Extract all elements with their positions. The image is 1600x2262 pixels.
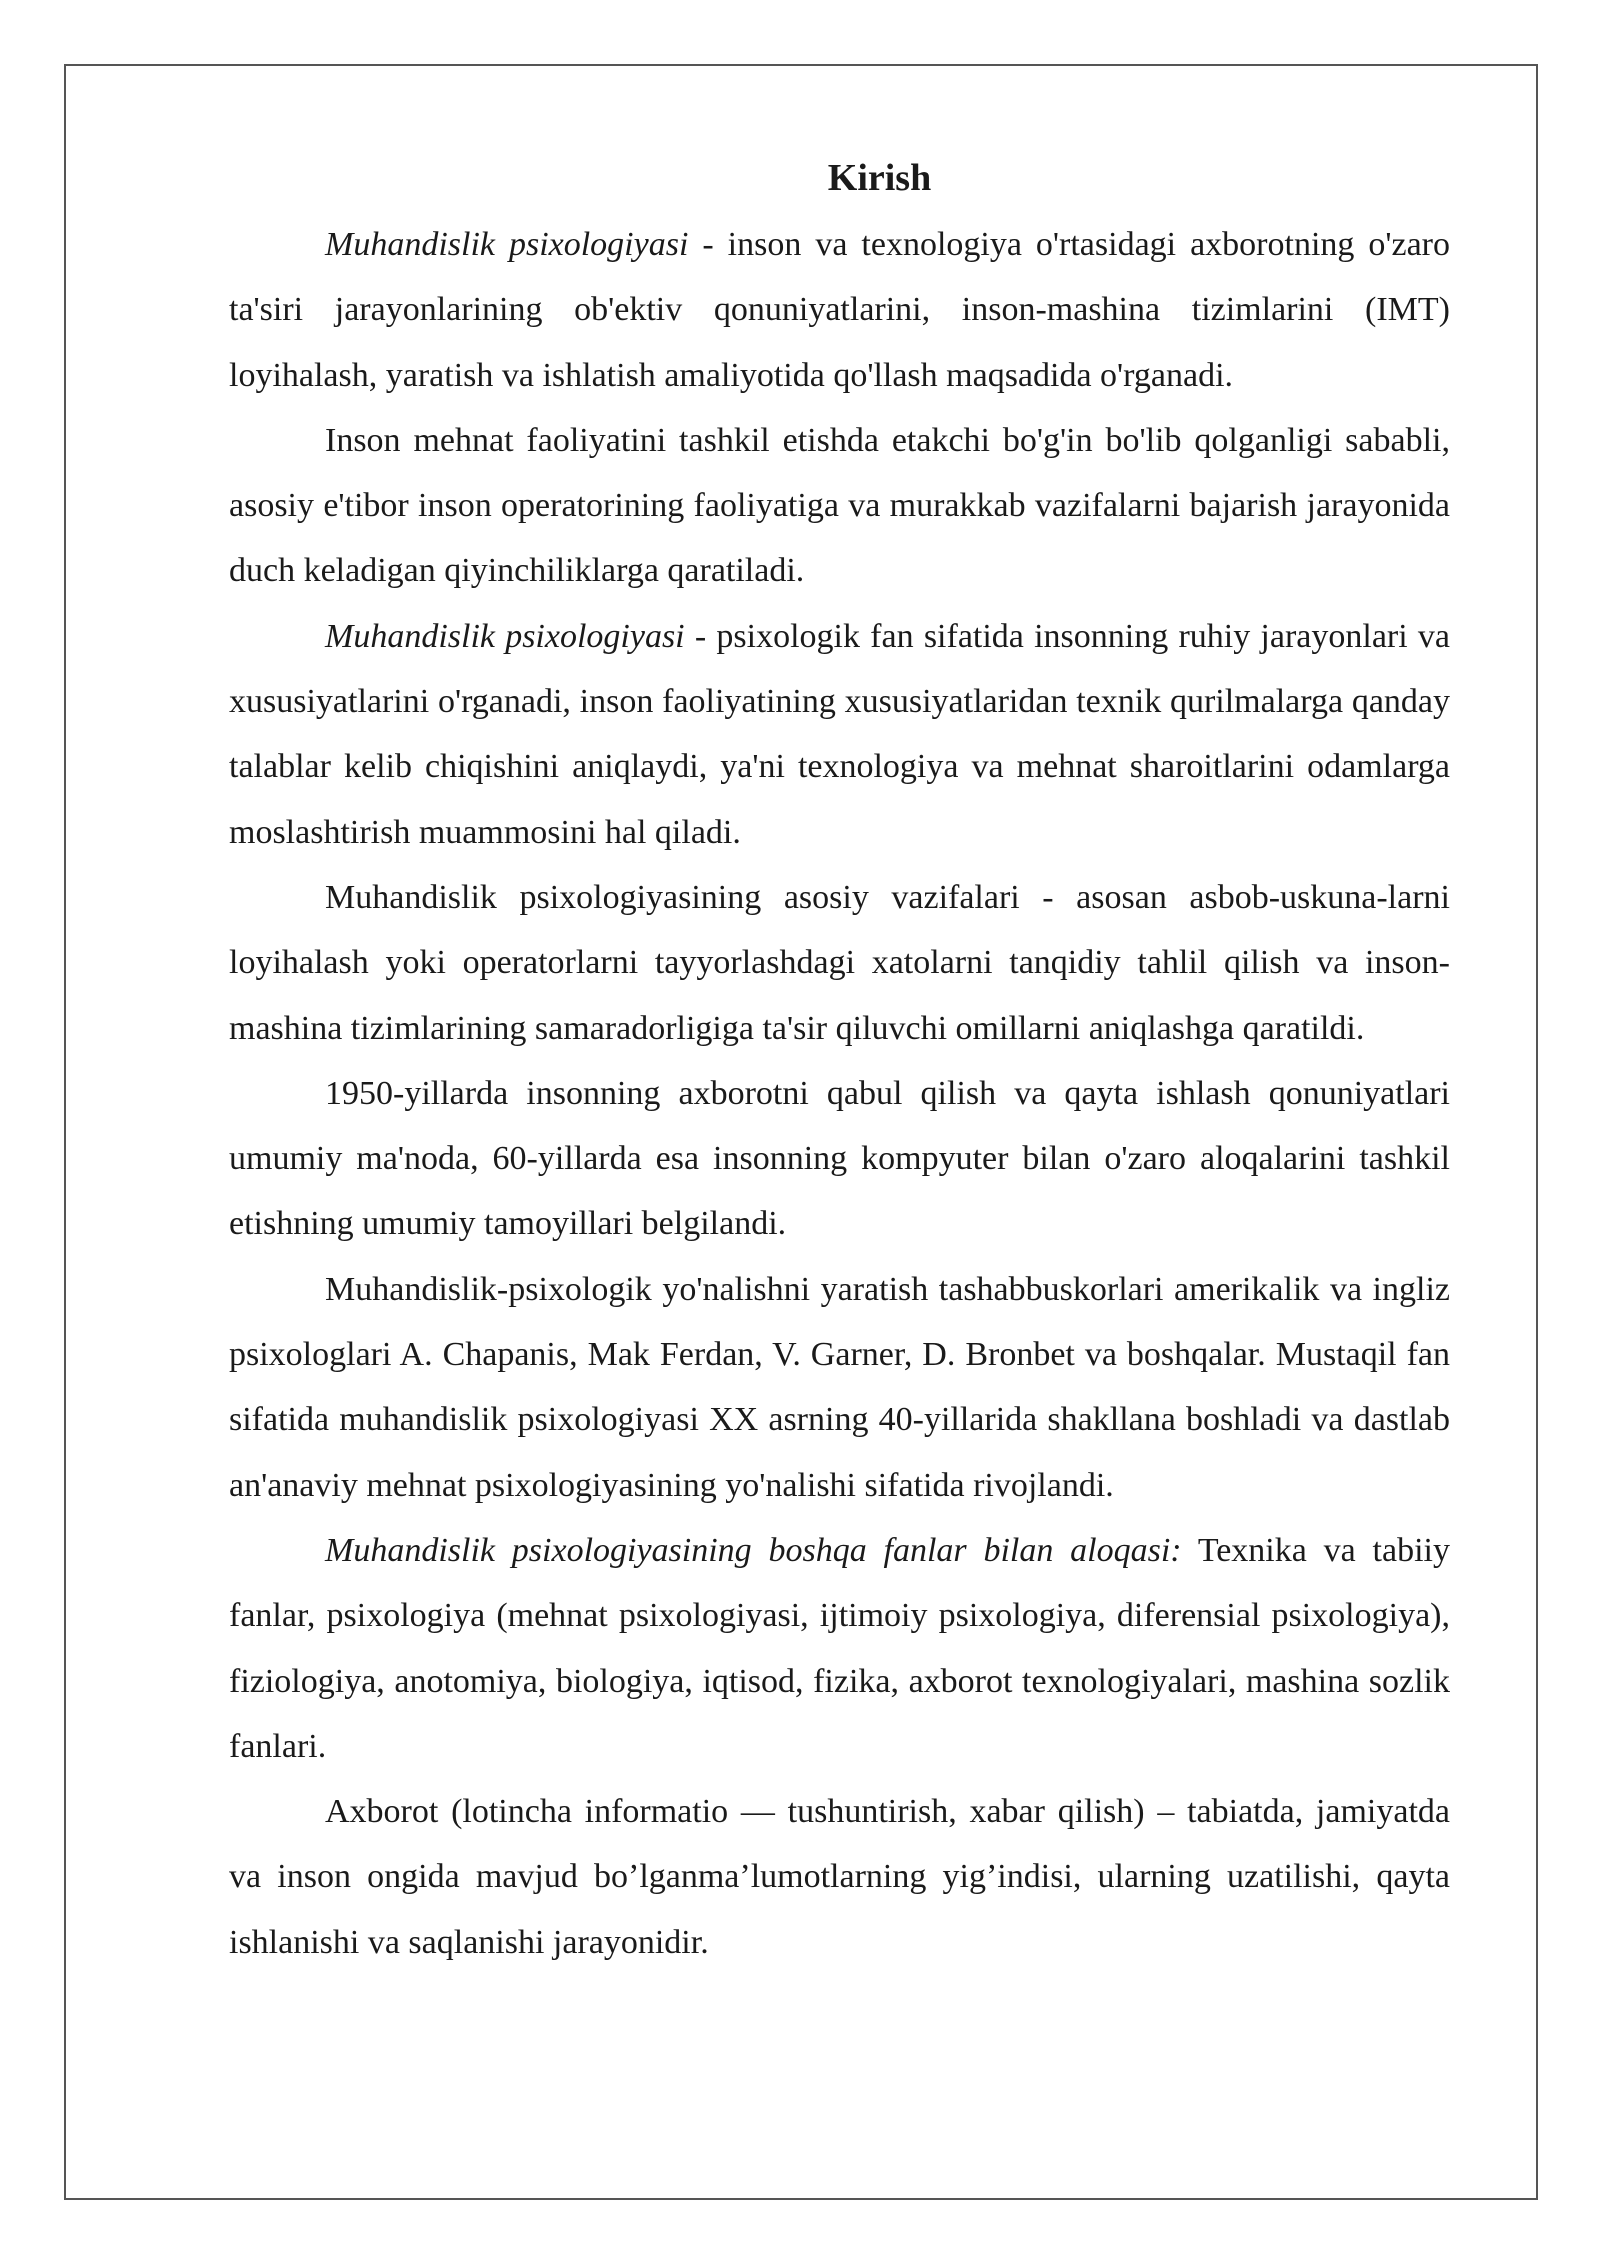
page-title: Kirish bbox=[827, 157, 932, 199]
paragraph-7 bbox=[229, 1518, 1450, 1779]
paragraph-8 bbox=[229, 1779, 1450, 1975]
paragraph-7-lead: Muhandislik psixologiyasining boshqa fanlar bilan aloqasi: bbox=[325, 1531, 1182, 1569]
paragraph-5 bbox=[229, 1061, 1450, 1257]
document-body bbox=[229, 148, 1450, 1975]
paragraph-8-text: Axborot (lotincha informatio — tushuntirish, xabar qilish) – tabiatda, jamiyatda va inson ongida mavjud bo’lganma’lumotlarning yig’indisi, ularning uzatilishi, qayta ishlanishi va saqlanishi jarayonidir. bbox=[229, 1793, 1450, 1961]
paragraph-4-text: Muhandislik psixologiyasining asosiy vazifalari - asosan asbob-uskuna-larni loyihalash yoki operatorlarni tayyorlashdagi xatolarni tanqidiy tahlil qilish va inson-mashina tizimlarining samaradorligiga ta'sir qiluvchi omillarni aniqlashga qaratildi. bbox=[229, 878, 1450, 1047]
paragraph-5-text: 1950-yillarda insonning axborotni qabul qilish va qayta ishlash qonuniyatlari umumiy ma'noda, 60-yillarda esa insonning kompyuter bilan o'zaro aloqalarini tashkil etishning umumiy tamoyillari belgilandi. bbox=[229, 1074, 1450, 1243]
paragraph-3-lead: Muhandislik psixologiyasi bbox=[325, 617, 685, 655]
paragraph-3-text: - psixologik fan sifatida insonning ruhiy jarayonlari va xususiyatlarini o'rganadi, inson faoliyatining xususiyatlaridan texnik qurilmalarga qanday talablar kelib chiqishini aniqlaydi, ya'ni texnologiya va mehnat sharoitlarini odamlarga moslashtirish muammosini hal qiladi. bbox=[229, 617, 1450, 851]
paragraph-1 bbox=[229, 212, 1450, 408]
paragraph-6-text: Muhandislik-psixologik yo'nalishni yaratish tashabbuskorlari amerikalik va ingliz psixologlari A. Chapanis, Mak Ferdan, V. Garner, D. Bronbet va boshqalar. Mustaqil fan sifatida muhandislik psixologiyasi XX asrning 40-yillarida shakllana boshladi va dastlab an'anaviy mehnat psixologiyasining yo'nalishi sifatida rivojlandi. bbox=[229, 1270, 1450, 1504]
paragraph-3 bbox=[229, 604, 1450, 865]
paragraph-1-text: - inson va texnologiya o'rtasidagi axborotning o'zaro ta'siri jarayonlarining ob'ektiv qonuniyatlarini, inson-mashina tizimlarini (IMT) loyihalash, yaratish va ishlatish amaliyotida qo'llash maqsadida o'rganadi. bbox=[229, 226, 1451, 394]
paragraph-6 bbox=[229, 1257, 1450, 1518]
paragraph-7-text: Texnika va tabiiy fanlar, psixologiya (mehnat psixologiyasi, ijtimoiy psixologiya, diferensial psixologiya), fiziologiya, anotomiya, biologiya, iqtisod, fizika, axborot texnologiyalari, mashina sozlik fanlari. bbox=[229, 1531, 1450, 1765]
paragraph-2-text: Inson mehnat faoliyatini tashkil etishda etakchi bo'g'in bo'lib qolganligi sababli, asosiy e'tibor inson operatorining faoliyatiga va murakkab vazifalarni bajarish jarayonida duch keladigan qiyinchiliklarga qaratiladi. bbox=[229, 421, 1450, 590]
paragraph-2 bbox=[229, 408, 1450, 604]
paragraph-1-lead: Muhandislik psixologiyasi bbox=[325, 226, 689, 263]
paragraph-4 bbox=[229, 865, 1450, 1061]
